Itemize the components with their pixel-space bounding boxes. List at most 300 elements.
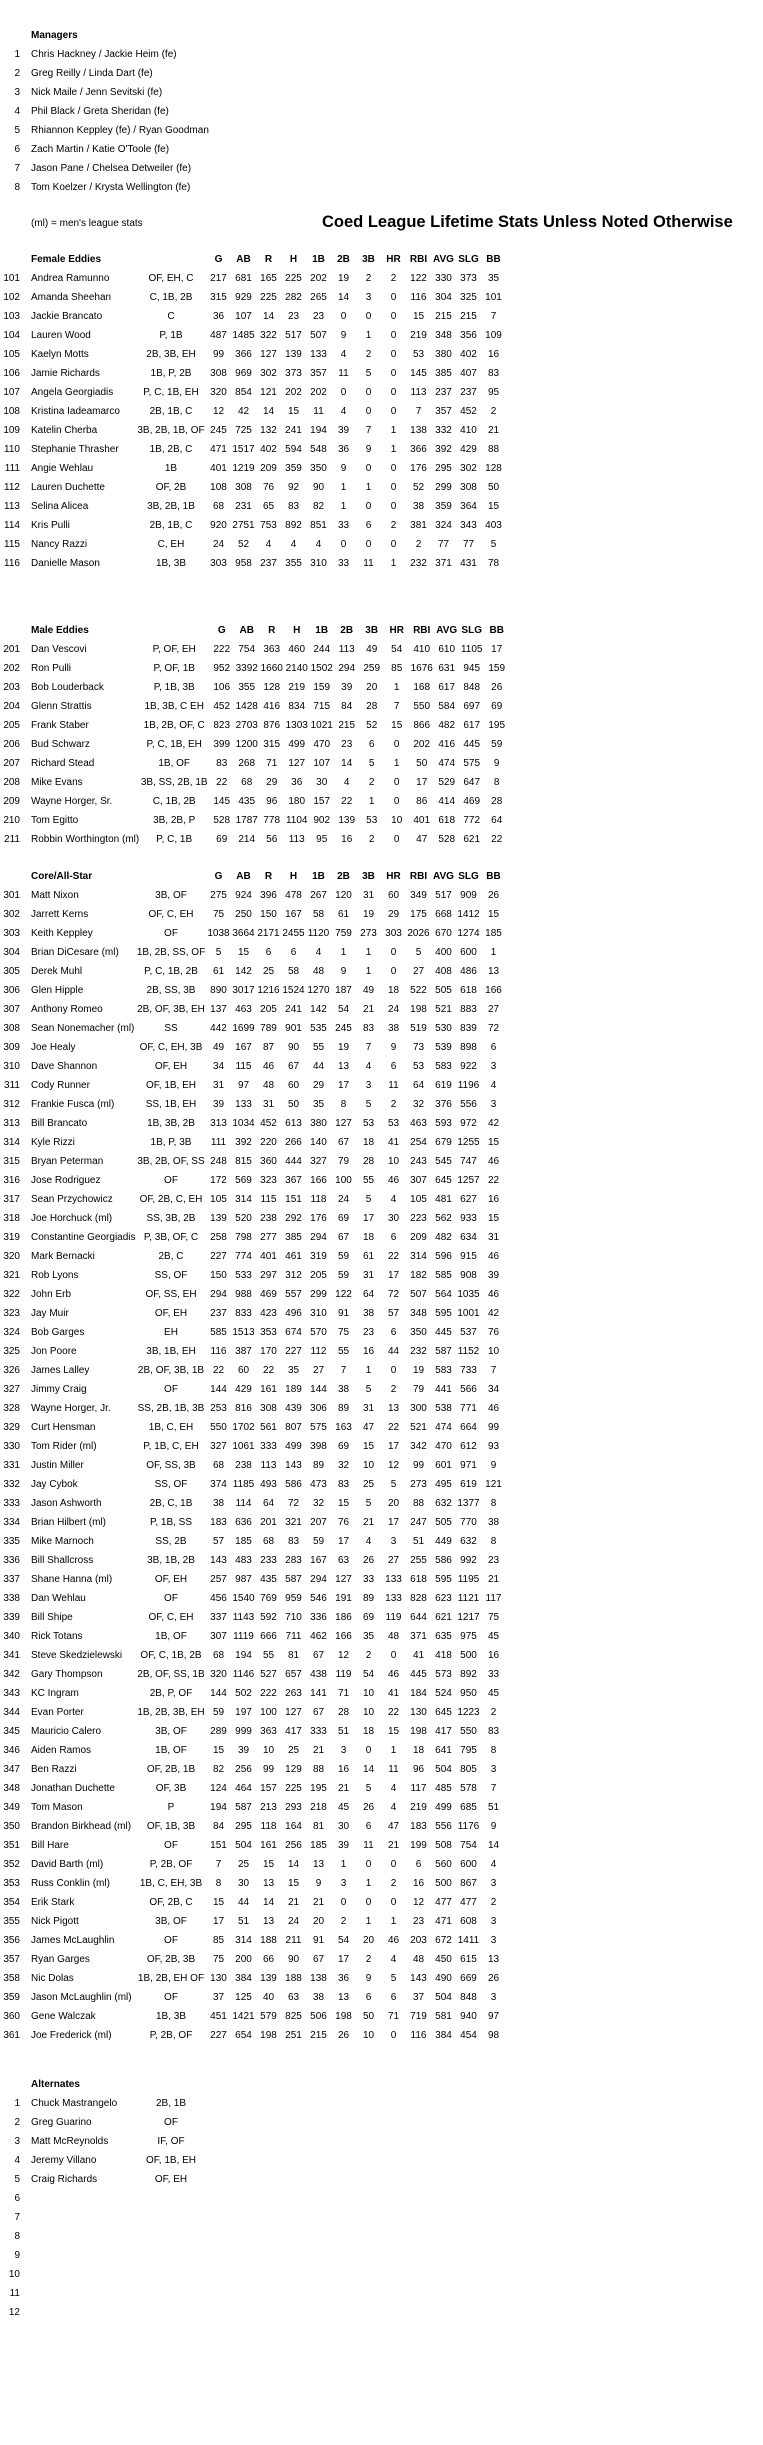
stat-cell: 145 [410, 368, 427, 379]
row-number: 303 [3, 928, 20, 939]
player-name: Tom Rider (ml) [31, 1441, 97, 1452]
stat-cell: 550 [413, 701, 431, 712]
stat-cell: 0 [390, 966, 397, 977]
stat-cell: 211 [285, 1935, 302, 1946]
row-number: 322 [3, 1289, 20, 1300]
stat-cell: 69 [362, 1612, 375, 1623]
stat-cell: 219 [288, 682, 306, 693]
page-title: Coed League Lifetime Stats Unless Noted Otherwise [322, 213, 733, 231]
stat-cell: 556 [435, 1821, 452, 1832]
stat-cell: 922 [460, 1061, 477, 1072]
player-name: Brandon Birkhead (ml) [31, 1821, 132, 1832]
stat-cell: 20 [362, 1935, 375, 1946]
row-number: 10 [8, 2269, 20, 2280]
stat-cell: 13 [487, 1954, 500, 1965]
stat-cell: 418 [435, 1650, 452, 1661]
row-number: 204 [3, 701, 20, 712]
stat-cell: 205 [260, 1004, 277, 1015]
position-cell: SS, 1B, EH [145, 1099, 197, 1110]
player-row [0, 1494, 506, 1513]
player-name: Frankie Fusca (ml) [31, 1099, 115, 1110]
stat-cell: 84 [212, 1821, 225, 1832]
stat-cell: 91 [312, 1935, 325, 1946]
stat-cell: 595 [435, 1308, 452, 1319]
stat-cell: 545 [435, 1156, 452, 1167]
stat-cell: 188 [285, 1973, 302, 1984]
stat-cell: 46 [387, 1175, 400, 1186]
stat-cell: 257 [210, 1574, 227, 1585]
stat-cell: 44 [237, 1897, 250, 1908]
stat-header: HR [386, 254, 401, 265]
row-number: 105 [3, 349, 20, 360]
stat-cell: 619 [460, 1479, 477, 1490]
stat-cell: 12 [387, 1460, 400, 1471]
player-row [0, 364, 506, 383]
player-name: Matt Nixon [31, 890, 79, 901]
player-name: Amanda Sheehan [31, 292, 112, 303]
section-header-row [0, 867, 506, 886]
stat-cell: 587 [285, 1574, 302, 1585]
stat-cell: 371 [410, 1631, 427, 1642]
stat-cell: 399 [213, 739, 231, 750]
row-number: 361 [3, 2030, 20, 2041]
stat-cell: 1 [393, 758, 400, 769]
stat-cell: 444 [285, 1156, 302, 1167]
stat-cell: 350 [410, 1327, 427, 1338]
stat-cell: 55 [312, 1042, 325, 1053]
stat-cell: 398 [310, 1441, 327, 1452]
player-name: Bud Schwarz [31, 739, 90, 750]
stat-cell: 292 [285, 1213, 302, 1224]
player-row [0, 2026, 506, 2045]
stat-header: 1B [312, 254, 325, 265]
row-number: 207 [3, 758, 20, 769]
managers-heading-row [0, 26, 209, 45]
stat-cell: 325 [460, 292, 477, 303]
player-row [0, 886, 506, 905]
manager-name: Rhiannon Keppley (fe) / Ryan Goodman [31, 125, 209, 136]
stat-cell: 81 [312, 1821, 325, 1832]
stat-cell: 337 [210, 1612, 227, 1623]
position-cell: P, OF, EH [152, 644, 196, 655]
stat-cell: 81 [287, 1650, 300, 1661]
stat-cell: 92 [287, 482, 300, 493]
stat-cell: 2 [390, 273, 397, 284]
stat-cell: 172 [210, 1175, 227, 1186]
stat-cell: 17 [387, 1441, 400, 1452]
stat-cell: 320 [210, 1669, 227, 1680]
player-name: Jackie Brancato [31, 311, 103, 322]
alternate-row [0, 2303, 206, 2322]
stat-header: BB [486, 254, 501, 265]
stat-cell: 892 [460, 1669, 477, 1680]
stat-cell: 38 [362, 1308, 375, 1319]
stat-cell: 12 [212, 406, 225, 417]
stat-cell: 482 [438, 720, 456, 731]
stat-cell: 438 [310, 1669, 327, 1680]
stat-cell: 219 [410, 330, 427, 341]
stat-cell: 1699 [232, 1023, 255, 1034]
stat-cell: 69 [337, 1441, 350, 1452]
stat-cell: 231 [235, 501, 252, 512]
row-number: 318 [3, 1213, 20, 1224]
stat-cell: 359 [285, 463, 302, 474]
stat-header: 3B [362, 254, 375, 265]
stat-cell: 72 [487, 1023, 500, 1034]
stat-cell: 166 [485, 985, 502, 996]
stat-cell: 139 [338, 815, 356, 826]
stat-cell: 263 [285, 1688, 302, 1699]
position-cell: 2B, C, 1B [149, 1498, 193, 1509]
stat-cell: 38 [412, 501, 425, 512]
stat-cell: 16 [362, 1346, 375, 1357]
stat-cell: 11 [313, 406, 324, 417]
stat-cell: 97 [487, 2011, 500, 2022]
stat-cell: 17 [416, 777, 428, 788]
stat-cell: 1021 [310, 720, 333, 731]
stat-cell: 2 [490, 1897, 497, 1908]
stat-cell: 13 [337, 1061, 350, 1072]
player-name: Wayne Horger, Sr. [31, 796, 113, 807]
stat-cell: 401 [210, 463, 227, 474]
stat-cell: 0 [390, 349, 397, 360]
row-number: 339 [3, 1612, 20, 1623]
stat-cell: 6 [490, 1042, 497, 1053]
stat-cell: 150 [260, 909, 277, 920]
stat-cell: 194 [235, 1650, 252, 1661]
stat-cell: 402 [260, 444, 277, 455]
row-number: 116 [4, 558, 20, 569]
row-number: 335 [3, 1536, 20, 1547]
stat-cell: 548 [310, 444, 327, 455]
stat-header: SLG [461, 625, 482, 636]
stat-cell: 42 [487, 1308, 500, 1319]
stat-cell: 19 [337, 1042, 350, 1053]
stat-cell: 90 [287, 1042, 300, 1053]
position-cell: OF, SS, EH [145, 1289, 197, 1300]
stat-cell: 24 [287, 1916, 300, 1927]
stat-cell: 31 [362, 890, 375, 901]
row-number: 201 [3, 644, 20, 655]
stat-cell: 834 [288, 701, 306, 712]
player-row [0, 962, 506, 981]
stat-cell: 254 [410, 1137, 427, 1148]
stat-cell: 186 [335, 1612, 352, 1623]
roster-sections [0, 250, 763, 2045]
stat-cell: 35 [287, 1365, 300, 1376]
position-cell: OF, C, EH [148, 1612, 194, 1623]
stat-cell: 969 [235, 368, 252, 379]
stat-cell: 198 [410, 1004, 427, 1015]
row-number: 11 [9, 2288, 20, 2299]
stat-cell: 2140 [285, 663, 308, 674]
stat-cell: 0 [365, 406, 372, 417]
stat-cell: 198 [410, 1726, 427, 1737]
position-cell: 3B, 2B, P [153, 815, 196, 826]
player-row [0, 326, 506, 345]
stat-cell: 6 [390, 1061, 397, 1072]
stat-cell: 612 [460, 1441, 477, 1452]
stat-cell: 64 [262, 1498, 275, 1509]
stat-cell: 617 [438, 682, 456, 693]
stat-cell: 17 [387, 1517, 400, 1528]
stat-cell: 1 [365, 1365, 372, 1376]
position-cell: 2B, 1B, C [149, 406, 193, 417]
stat-cell: 445 [410, 1669, 427, 1680]
stat-cell: 46 [487, 1156, 500, 1167]
row-number [0, 2075, 20, 2094]
player-row [0, 1209, 506, 1228]
stat-cell: 2751 [232, 520, 255, 531]
stat-header: G [214, 254, 223, 265]
stat-cell: 3392 [235, 663, 258, 674]
stat-cell: 151 [285, 1194, 302, 1205]
stat-cell: 26 [491, 682, 503, 693]
player-name: Andrea Ramunno [31, 273, 110, 284]
alternate-name: Greg Guarino [31, 2117, 92, 2128]
stat-cell: 839 [460, 1023, 477, 1034]
stat-cell: 125 [235, 1992, 252, 2003]
stat-cell: 14 [262, 311, 275, 322]
stat-cell: 8 [490, 1498, 497, 1509]
row-number: 347 [3, 1764, 20, 1775]
position-cell [136, 2246, 206, 2265]
stat-cell: 9 [340, 966, 347, 977]
player-name: Danielle Mason [31, 558, 100, 569]
stat-cell: 519 [410, 1023, 427, 1034]
stat-header: G [217, 625, 226, 636]
stat-header: 1B [315, 625, 329, 636]
position-cell: 3B, OF [155, 1726, 187, 1737]
stat-cell: 1702 [232, 1422, 255, 1433]
stat-cell: 23 [341, 739, 353, 750]
stat-cell: 198 [335, 2011, 352, 2022]
stat-cell: 113 [410, 387, 427, 398]
stat-cell: 48 [412, 1954, 425, 1965]
stat-cell: 141 [310, 1688, 327, 1699]
stat-cell: 477 [435, 1897, 452, 1908]
position-cell: 1B, 2B, EH OF [137, 1973, 205, 1984]
stat-cell: 294 [310, 1574, 327, 1585]
stat-cell: 10 [362, 1688, 375, 1699]
stat-cell: 410 [413, 644, 431, 655]
stat-cell: 15 [237, 947, 250, 958]
stat-cell: 1 [340, 947, 347, 958]
row-number: 109 [3, 425, 20, 436]
player-name: Bryan Peterman [31, 1156, 104, 1167]
stat-cell: 197 [235, 1707, 252, 1718]
roster-table [0, 867, 506, 2045]
stat-cell: 1219 [232, 463, 255, 474]
stat-cell: 15 [287, 406, 300, 417]
stat-cell: 49 [212, 1042, 225, 1053]
stat-header: HR [389, 625, 404, 636]
stat-cell: 308 [235, 482, 252, 493]
stat-cell: 3 [490, 1916, 497, 1927]
stat-cell: 452 [260, 1118, 277, 1129]
stat-cell: 2 [340, 1916, 347, 1927]
stat-cell: 44 [312, 1061, 325, 1072]
position-cell: C, 1B, 2B [149, 292, 193, 303]
player-name: Frank Staber [31, 720, 89, 731]
position-cell: SS, OF [154, 1479, 188, 1490]
stat-cell: 0 [365, 387, 372, 398]
stat-cell: 357 [435, 406, 452, 417]
stat-cell: 21 [312, 1897, 325, 1908]
stat-cell: 664 [460, 1422, 477, 1433]
stat-cell: 222 [260, 1688, 277, 1699]
stat-cell: 528 [213, 815, 231, 826]
row-number: 12 [8, 2307, 20, 2318]
stat-cell: 273 [410, 1479, 427, 1490]
stat-cell: 88 [312, 1764, 325, 1775]
stat-cell: 176 [410, 463, 427, 474]
stat-cell: 184 [410, 1688, 427, 1699]
stat-cell: 644 [410, 1612, 427, 1623]
stat-cell: 1217 [457, 1612, 480, 1623]
stat-cell: 975 [460, 1631, 477, 1642]
stat-cell: 17 [491, 644, 503, 655]
stat-cell: 1 [365, 1878, 372, 1889]
stat-cell: 127 [288, 758, 306, 769]
stat-cell: 496 [285, 1308, 302, 1319]
stat-cell: 631 [438, 663, 456, 674]
stat-header: 1B [312, 871, 325, 882]
alternate-row [0, 2284, 206, 2303]
stat-cell: 1513 [232, 1327, 255, 1338]
stat-cell: 27 [312, 1365, 325, 1376]
player-row [0, 1608, 506, 1627]
player-row [0, 1722, 506, 1741]
alternate-name: Chuck Mastrangelo [31, 2098, 118, 2109]
row-number: 6 [14, 144, 20, 155]
stat-cell: 51 [487, 1802, 500, 1813]
stat-cell: 6 [290, 947, 297, 958]
stat-cell: 0 [390, 1897, 397, 1908]
stat-cell: 482 [435, 1232, 452, 1243]
stat-header: RBI [409, 254, 428, 265]
stat-header: BB [486, 871, 501, 882]
stat-cell: 1146 [232, 1669, 255, 1680]
section-header-row [0, 621, 509, 640]
stat-cell: 674 [285, 1327, 302, 1338]
stat-cell: 469 [260, 1289, 277, 1300]
stat-cell: 69 [491, 701, 503, 712]
stat-cell: 99 [212, 349, 225, 360]
stat-cell: 28 [362, 1156, 375, 1167]
stat-cell: 76 [487, 1327, 500, 1338]
player-name: Robbin Worthington (ml) [31, 834, 140, 845]
stat-cell: 585 [435, 1270, 452, 1281]
position-cell: OF [164, 1840, 178, 1851]
player-name: Angie Wehlau [31, 463, 94, 474]
position-cell: 2B, OF, SS, 1B [137, 1669, 205, 1680]
stat-cell: 380 [435, 349, 452, 360]
player-name: Jay Cybok [31, 1479, 78, 1490]
stat-cell: 52 [366, 720, 378, 731]
stat-cell: 627 [460, 1194, 477, 1205]
stat-cell: 39 [337, 425, 350, 436]
stat-cell: 8 [340, 1099, 347, 1110]
stat-cell: 10 [391, 815, 403, 826]
stat-cell: 0 [393, 777, 400, 788]
stat-cell: 445 [435, 1327, 452, 1338]
position-cell: 1B, OF [158, 758, 191, 769]
stat-cell: 1143 [232, 1612, 255, 1623]
stat-cell: 161 [260, 1384, 277, 1395]
stat-cell: 1 [393, 682, 400, 693]
stat-cell: 139 [285, 349, 302, 360]
positions-header [136, 2075, 206, 2094]
player-name: Wayne Horger, Jr. [31, 1403, 111, 1414]
stat-cell: 959 [285, 1593, 302, 1604]
position-cell: OF, 2B, 3B [146, 1954, 196, 1965]
stat-cell: 0 [393, 834, 400, 845]
stat-cell: 669 [460, 1973, 477, 1984]
stat-cell: 59 [312, 1536, 325, 1547]
player-row [0, 1342, 506, 1361]
stat-cell: 166 [335, 1631, 352, 1642]
player-row [0, 1152, 506, 1171]
stat-cell: 30 [316, 777, 328, 788]
stat-cell: 14 [337, 292, 350, 303]
row-number: 328 [3, 1403, 20, 1414]
stat-cell: 15 [337, 1498, 350, 1509]
stat-cell: 901 [285, 1023, 302, 1034]
player-row [0, 735, 509, 754]
stat-cell: 116 [410, 292, 427, 303]
stat-cell: 21 [487, 1574, 500, 1585]
stat-cell: 144 [310, 1384, 327, 1395]
row-number: 115 [4, 539, 20, 550]
roster-table [0, 250, 506, 573]
stat-cell: 58 [312, 909, 325, 920]
stat-cell: 645 [435, 1175, 452, 1186]
stat-cell: 310 [310, 1308, 327, 1319]
stat-cell: 350 [310, 463, 327, 474]
stat-cell: 15 [487, 1213, 500, 1224]
row-number: 325 [3, 1346, 20, 1357]
stat-cell: 332 [435, 425, 452, 436]
stat-cell: 11 [338, 368, 349, 379]
stat-cell: 71 [266, 758, 278, 769]
stat-cell: 11 [363, 1840, 374, 1851]
row-number: 110 [4, 444, 20, 455]
stat-cell: 195 [310, 1783, 327, 1794]
stat-cell: 83 [216, 758, 228, 769]
row-number: 2 [14, 2117, 20, 2128]
stat-cell: 306 [310, 1403, 327, 1414]
stat-cell: 1185 [232, 1479, 255, 1490]
stat-cell: 21 [487, 425, 500, 436]
stat-cell: 521 [435, 1004, 452, 1015]
stat-cell: 487 [210, 330, 227, 341]
stat-cell: 7 [340, 1365, 347, 1376]
stat-cell: 1 [490, 947, 497, 958]
position-cell: C, EH [157, 539, 185, 550]
stat-cell: 21 [362, 1517, 375, 1528]
stat-cell: 195 [488, 720, 506, 731]
stat-cell: 584 [438, 701, 456, 712]
stat-cell: 323 [260, 1175, 277, 1186]
stat-cell: 133 [310, 349, 327, 360]
row-number: 345 [3, 1726, 20, 1737]
stat-cell: 679 [435, 1137, 452, 1148]
stat-cell: 52 [237, 539, 250, 550]
stat-cell: 227 [210, 2030, 227, 2041]
stat-cell: 187 [335, 985, 352, 996]
position-cell [136, 2227, 206, 2246]
